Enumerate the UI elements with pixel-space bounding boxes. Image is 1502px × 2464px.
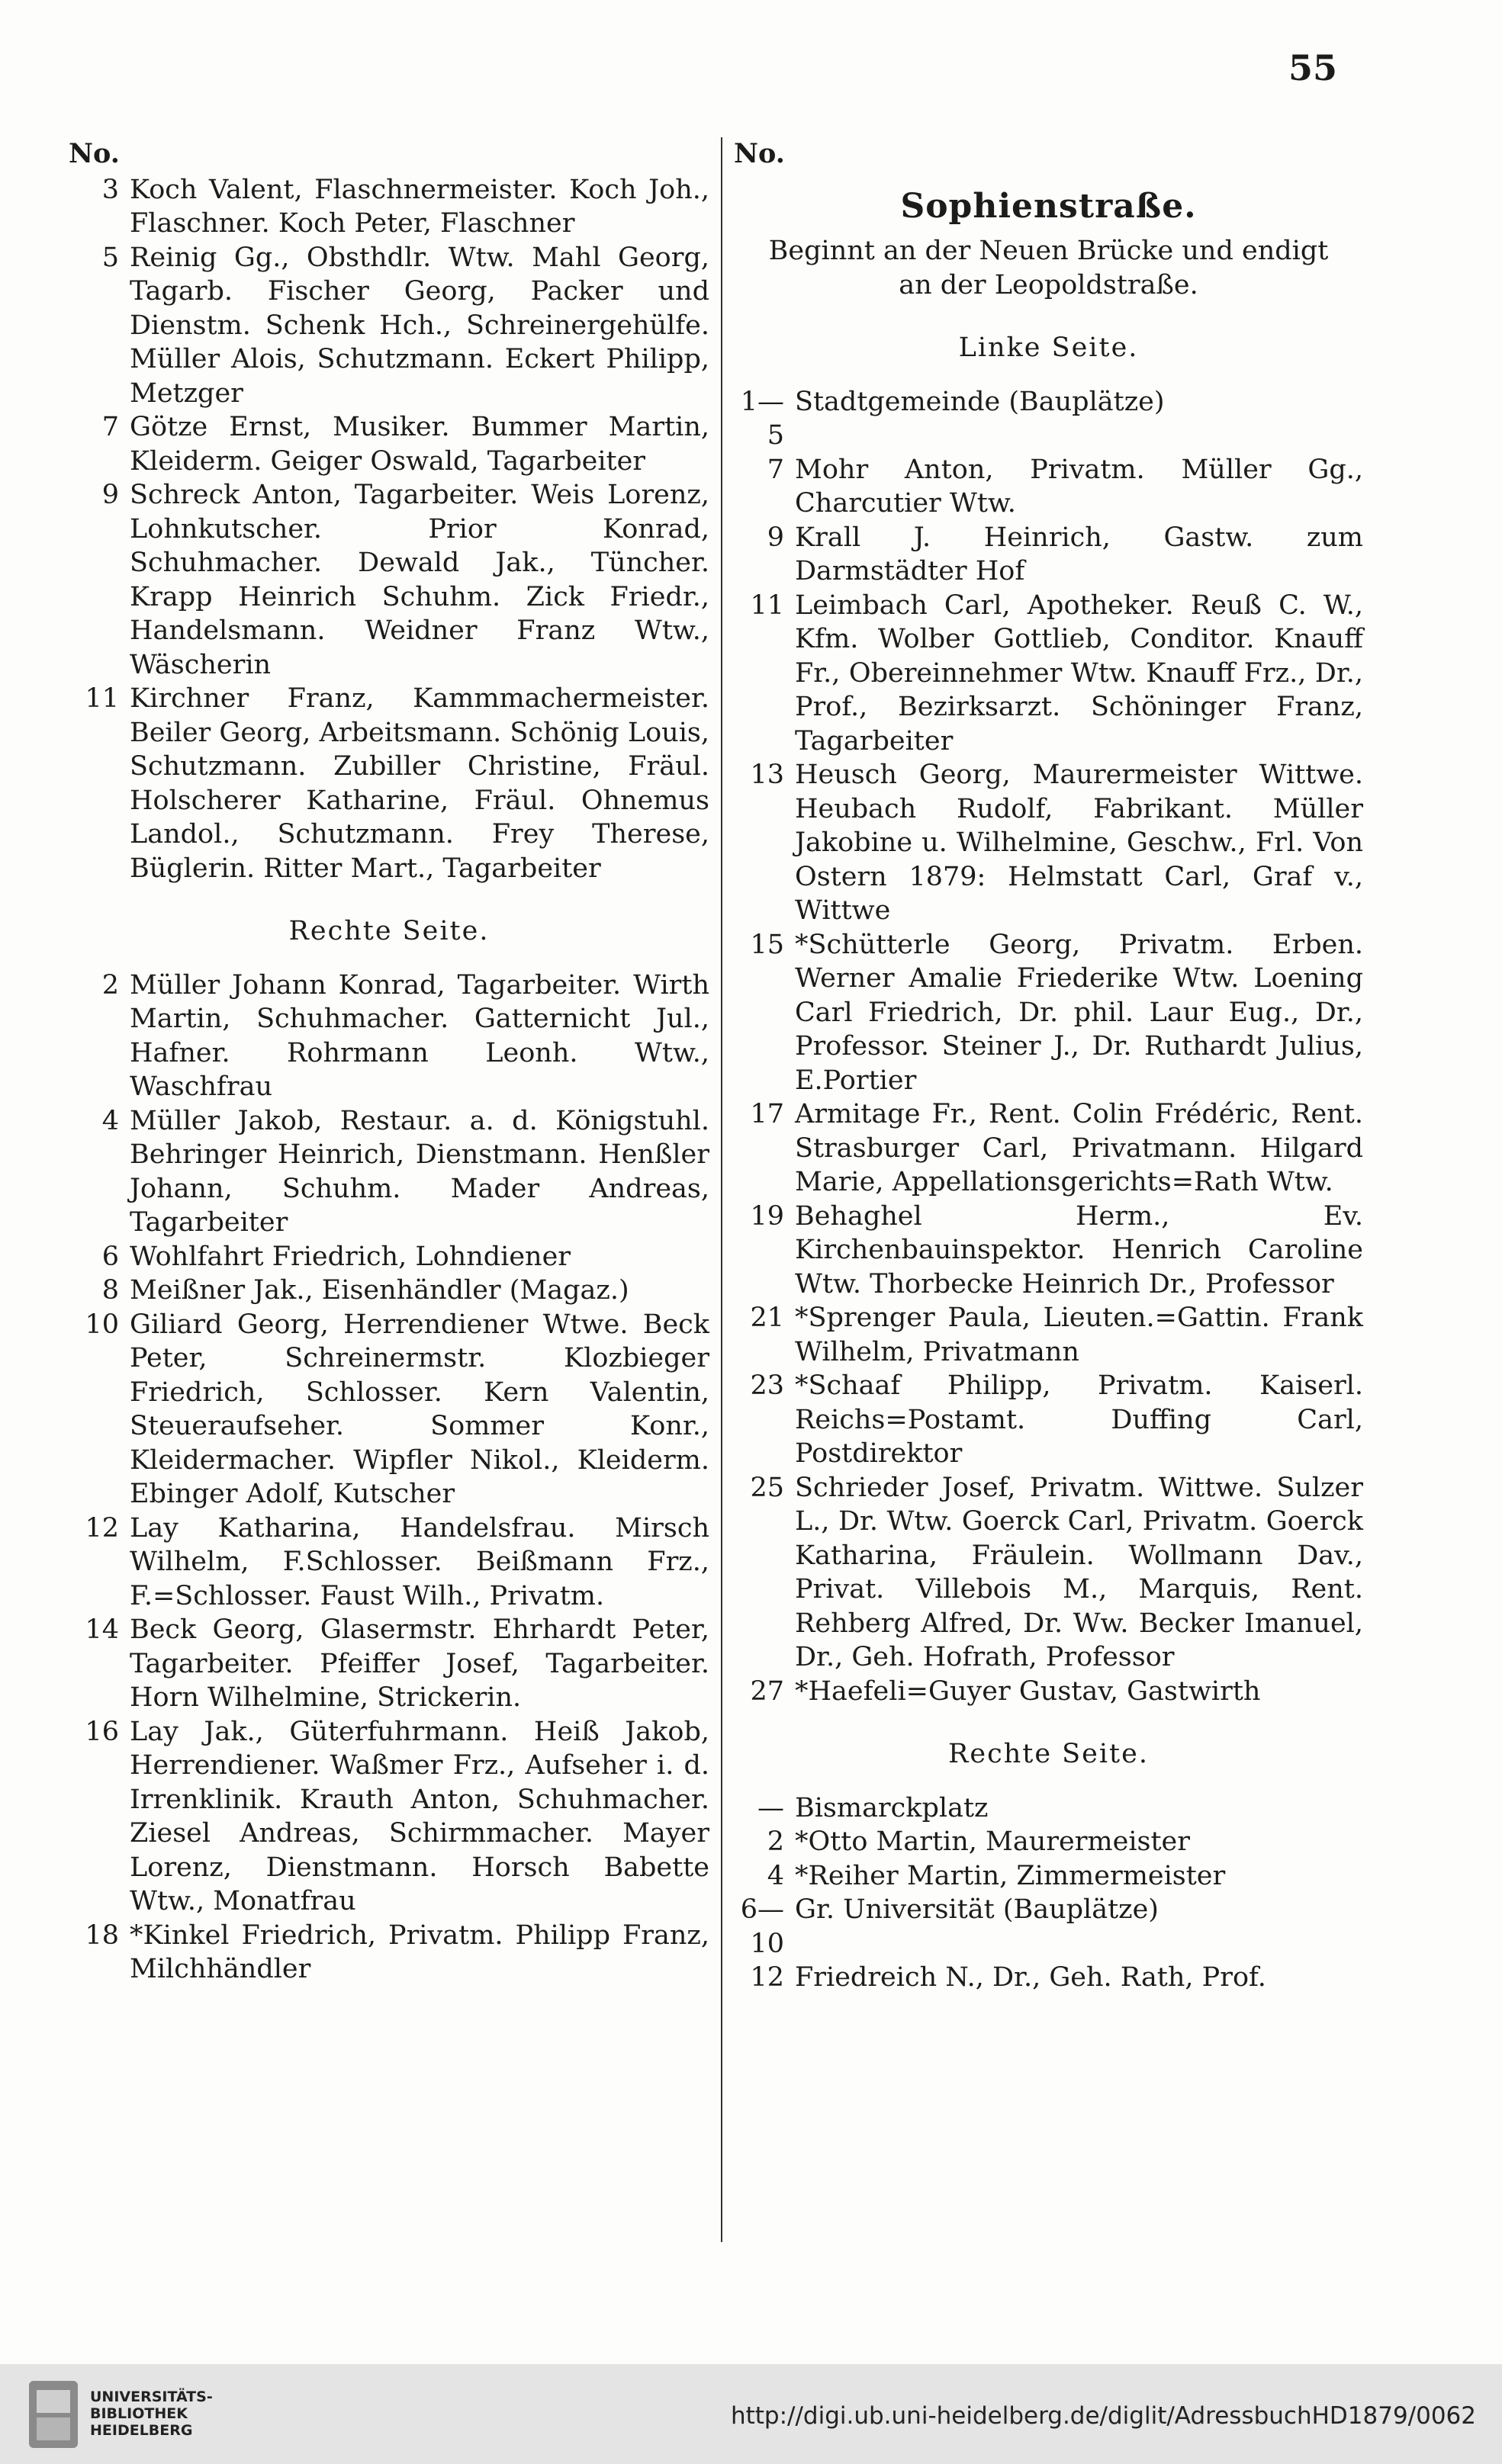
house-number: 10 [85,1309,119,1340]
resident-text: *Schütterle Georg, Privatm. Erben. Werner Amalie Friederike Wtw. Loening Carl Friedrich, Dr. phil. Laur Eug., Dr., Professor. Steiner J., Dr. Ruthardt Julius, E.Portier [795,929,1363,1096]
page-number: 55 [1288,47,1337,88]
house-number: 18 [85,1919,119,1951]
left-column [69,137,709,1987]
resident-text: Meißner Jak., Eisenhändler (Magaz.) [130,1275,629,1306]
address-entry [734,1961,1363,1995]
house-number: 11 [85,683,119,714]
resident-text: Schreck Anton, Tagarbeiter. Weis Lorenz, Lohnkutscher. Prior Konrad, Schuhmacher. Dewald Jak., Tüncher. Krapp Heinrich Schuhm. Zick Friedr., Handelsmann. Weidner Franz Wtw., Wäscherin [130,480,709,680]
resident-text: Gr. Universität (Bauplätze) [795,1894,1159,1925]
resident-text: Armitage Fr., Rent. Colin Frédéric, Rent. Strasburger Carl, Privatmann. Hilgard Marie, Appellationsgerichts=Rath Wtw. [795,1099,1363,1197]
address-entry [69,1274,709,1308]
address-entry [734,1893,1363,1961]
address-entry [734,1825,1363,1859]
left-entries-a [69,173,709,886]
house-number: 9 [101,480,119,510]
address-entry [69,682,709,885]
resident-text: Koch Valent, Flaschnermeister. Koch Joh., Flaschner. Koch Peter, Flaschner [130,174,709,239]
resident-text: Lay Jak., Güterfuhrmann. Heiß Jakob, Herrendiener. Waßmer Frz., Aufseher i. d. Irrenklinik. Krauth Anton, Schuhmacher. Ziesel Andreas, Schirmmacher. Mayer Lorenz, Dienstmann. Horsch Babette Wtw., Monatfrau [130,1716,709,1916]
address-entry [69,1715,709,1919]
address-entry [69,241,709,411]
resident-text: Beck Georg, Glasermstr. Ehrhardt Peter, Tagarbeiter. Pfeiffer Josef, Tagarbeiter. Horn Wilhelmine, Strickerin. [130,1614,709,1713]
house-number: 1—5 [740,386,784,451]
house-number: 21 [750,1303,784,1333]
address-entry [734,453,1363,521]
house-number: 7 [767,454,784,485]
address-entry [69,1308,709,1511]
address-entry [69,1613,709,1715]
house-number: 12 [85,1512,119,1544]
address-entry [734,1200,1363,1302]
resident-text: Kirchner Franz, Kammmachermeister. Beiler Georg, Arbeitsmann. Schönig Louis, Schutzmann. Zubiller Christine, Fräul. Holscherer Katharine, Fräul. Ohnemus Landol., Schutzmann. Frey Therese, Büglerin. Ritter Mart., Tagarbeiter [130,683,709,884]
address-entry [734,928,1363,1098]
resident-text: Wohlfahrt Friedrich, Lohndiener [130,1241,571,1272]
address-entry [69,173,709,241]
house-number: 8 [101,1275,119,1306]
column-divider [721,137,722,2242]
address-entry [734,385,1363,453]
university-seal-icon [26,2378,81,2451]
resident-text: Mohr Anton, Privatm. Müller Gg., Charcutier Wtw. [795,454,1363,519]
address-entry [734,1859,1363,1894]
house-number: 17 [750,1099,784,1129]
resident-text: Götze Ernst, Musiker. Bummer Martin, Kleiderm. Geiger Oswald, Tagarbeiter [130,412,709,477]
address-entry [734,1471,1363,1675]
section-heading-right-side: Rechte Seite. [288,916,490,946]
resident-text: Krall J. Heinrich, Gastw. zum Darmstädter Hof [795,522,1363,586]
house-number: 19 [750,1200,784,1232]
house-number: 25 [750,1472,784,1503]
house-number: 4 [767,1860,784,1891]
resident-text: Friedreich N., Dr., Geh. Rath, Prof. [795,1962,1266,1993]
address-entry [734,1675,1363,1709]
resident-text: *Schaaf Philipp, Privatm. Kaiserl. Reichs=Postamt. Duffing Carl, Postdirektor [795,1370,1363,1469]
right-entries-a [734,385,1363,1709]
footer-bar [0,2364,1502,2464]
house-number: 3 [101,174,119,205]
address-entry [69,410,709,478]
house-number: 2 [767,1826,784,1857]
resident-text: Reinig Gg., Obsthdlr. Wtw. Mahl Georg, Tagarb. Fischer Georg, Packer und Dienstm. Schenk Hch., Schreinergehülfe. Müller Alois, Schutzmann. Eckert Philipp, Metzger [130,242,709,409]
resident-text: Bismarckplatz [795,1792,989,1823]
house-number: 23 [750,1370,784,1401]
no-header: No. [69,138,120,169]
address-entry [734,1369,1363,1471]
resident-text: *Sprenger Paula, Lieuten.=Gattin. Frank Wilhelm, Privatmann [795,1303,1363,1367]
library-name: UNIVERSITÄTS- BIBLIOTHEK HEIDELBERG [90,2389,213,2439]
resident-text: *Haefeli=Guyer Gustav, Gastwirth [795,1675,1261,1707]
house-number: 16 [85,1716,119,1747]
resident-text: Behaghel Herm., Ev. Kirchenbauinspektor. Henrich Caroline Wtw. Thorbecke Heinrich Dr., Professor [795,1200,1363,1299]
house-number: 6 [101,1241,119,1272]
house-number: 4 [101,1105,119,1136]
house-number: 15 [750,929,784,960]
section-heading-right-side: Rechte Seite. [948,1739,1149,1769]
address-entry [69,1919,709,1987]
house-number: 13 [750,760,784,790]
address-entry [734,1097,1363,1200]
address-entry [69,478,709,682]
street-title: Sophienstraße. [900,186,1197,226]
no-header: No. [734,138,785,169]
house-number: — [757,1792,784,1823]
address-entry [69,1511,709,1614]
source-url-link[interactable]: http://digi.ub.uni-heidelberg.de/diglit/AdressbuchHD1879/0062 [730,2402,1476,2430]
resident-text: Stadtgemeinde (Bauplätze) [795,386,1165,417]
address-entry [69,1104,709,1240]
house-number: 9 [767,522,784,553]
right-entries-b [734,1791,1363,1995]
house-number: 7 [101,412,119,442]
resident-text: Schrieder Josef, Privatm. Wittwe. Sulzer L., Dr. Wtw. Goerck Carl, Privatm. Goerck Katharina, Fräulein. Wollmann Dav., Privat. Villebois M., Marquis, Rent. Rehberg Alfred, Dr. Ww. Becker Imanuel, Dr., Geh. Hofrath, Professor [795,1472,1363,1672]
house-number: 11 [750,589,784,621]
house-number: 12 [750,1962,784,1993]
resident-text: Lay Katharina, Handelsfrau. Mirsch Wilhelm, F.Schlosser. Beißmann Frz., F.=Schlosser. Faust Wilh., Privatm. [130,1512,709,1611]
resident-text: Leimbach Carl, Apotheker. Reuß C. W., Kfm. Wolber Gottlieb, Conditor. Knauff Fr., Obereinnehmer Wtw. Knauff Frz., Dr., Prof., Bezirksarzt. Schöninger Franz, Tagarbeiter [795,589,1363,757]
resident-text: Müller Johann Konrad, Tagarbeiter. Wirth Martin, Schuhmacher. Gatternicht Jul., Hafner. Rohrmann Leonh. Wtw., Waschfrau [130,969,709,1102]
address-entry [734,1791,1363,1826]
resident-text: Heusch Georg, Maurermeister Wittwe. Heubach Rudolf, Fabrikant. Müller Jakobine u. Wilhelmine, Geschw., Frl. Von Ostern 1879: Helmstatt Carl, Graf v., Wittwe [795,760,1363,926]
left-entries-b [69,969,709,1987]
resident-text: Müller Jakob, Restaur. a. d. Königstuhl. Behringer Heinrich, Dienstmann. Henßler Johann, Schuhm. Mader Andreas, Tagarbeiter [130,1105,709,1238]
resident-text: *Kinkel Friedrich, Privatm. Philipp Franz, Milchhändler [130,1919,709,1984]
address-entry [734,589,1363,759]
house-number: 14 [85,1614,119,1645]
resident-text: Giliard Georg, Herrendiener Wtwe. Beck Peter, Schreinermstr. Klozbieger Friedrich, Schlosser. Kern Valentin, Steueraufseher. Sommer Konr., Kleidermacher. Wipfler Nikol., Kleiderm. Ebinger Adolf, Kutscher [130,1309,709,1509]
address-entry [734,521,1363,589]
address-entry [69,969,709,1104]
address-entry [734,758,1363,928]
address-entry [734,1301,1363,1369]
house-number: 27 [750,1675,784,1707]
street-description: Beginnt an der Neuen Brücke und endigt an der Leopoldstraße. [768,236,1329,300]
house-number: 2 [101,969,119,1001]
resident-text: *Otto Martin, Maurermeister [795,1826,1190,1857]
right-column [734,137,1363,1995]
address-entry [69,1240,709,1274]
house-number: 5 [101,242,119,273]
house-number: 6—10 [740,1894,784,1959]
section-heading-left-side: Linke Seite. [958,332,1139,363]
resident-text: *Reiher Martin, Zimmermeister [795,1860,1226,1891]
